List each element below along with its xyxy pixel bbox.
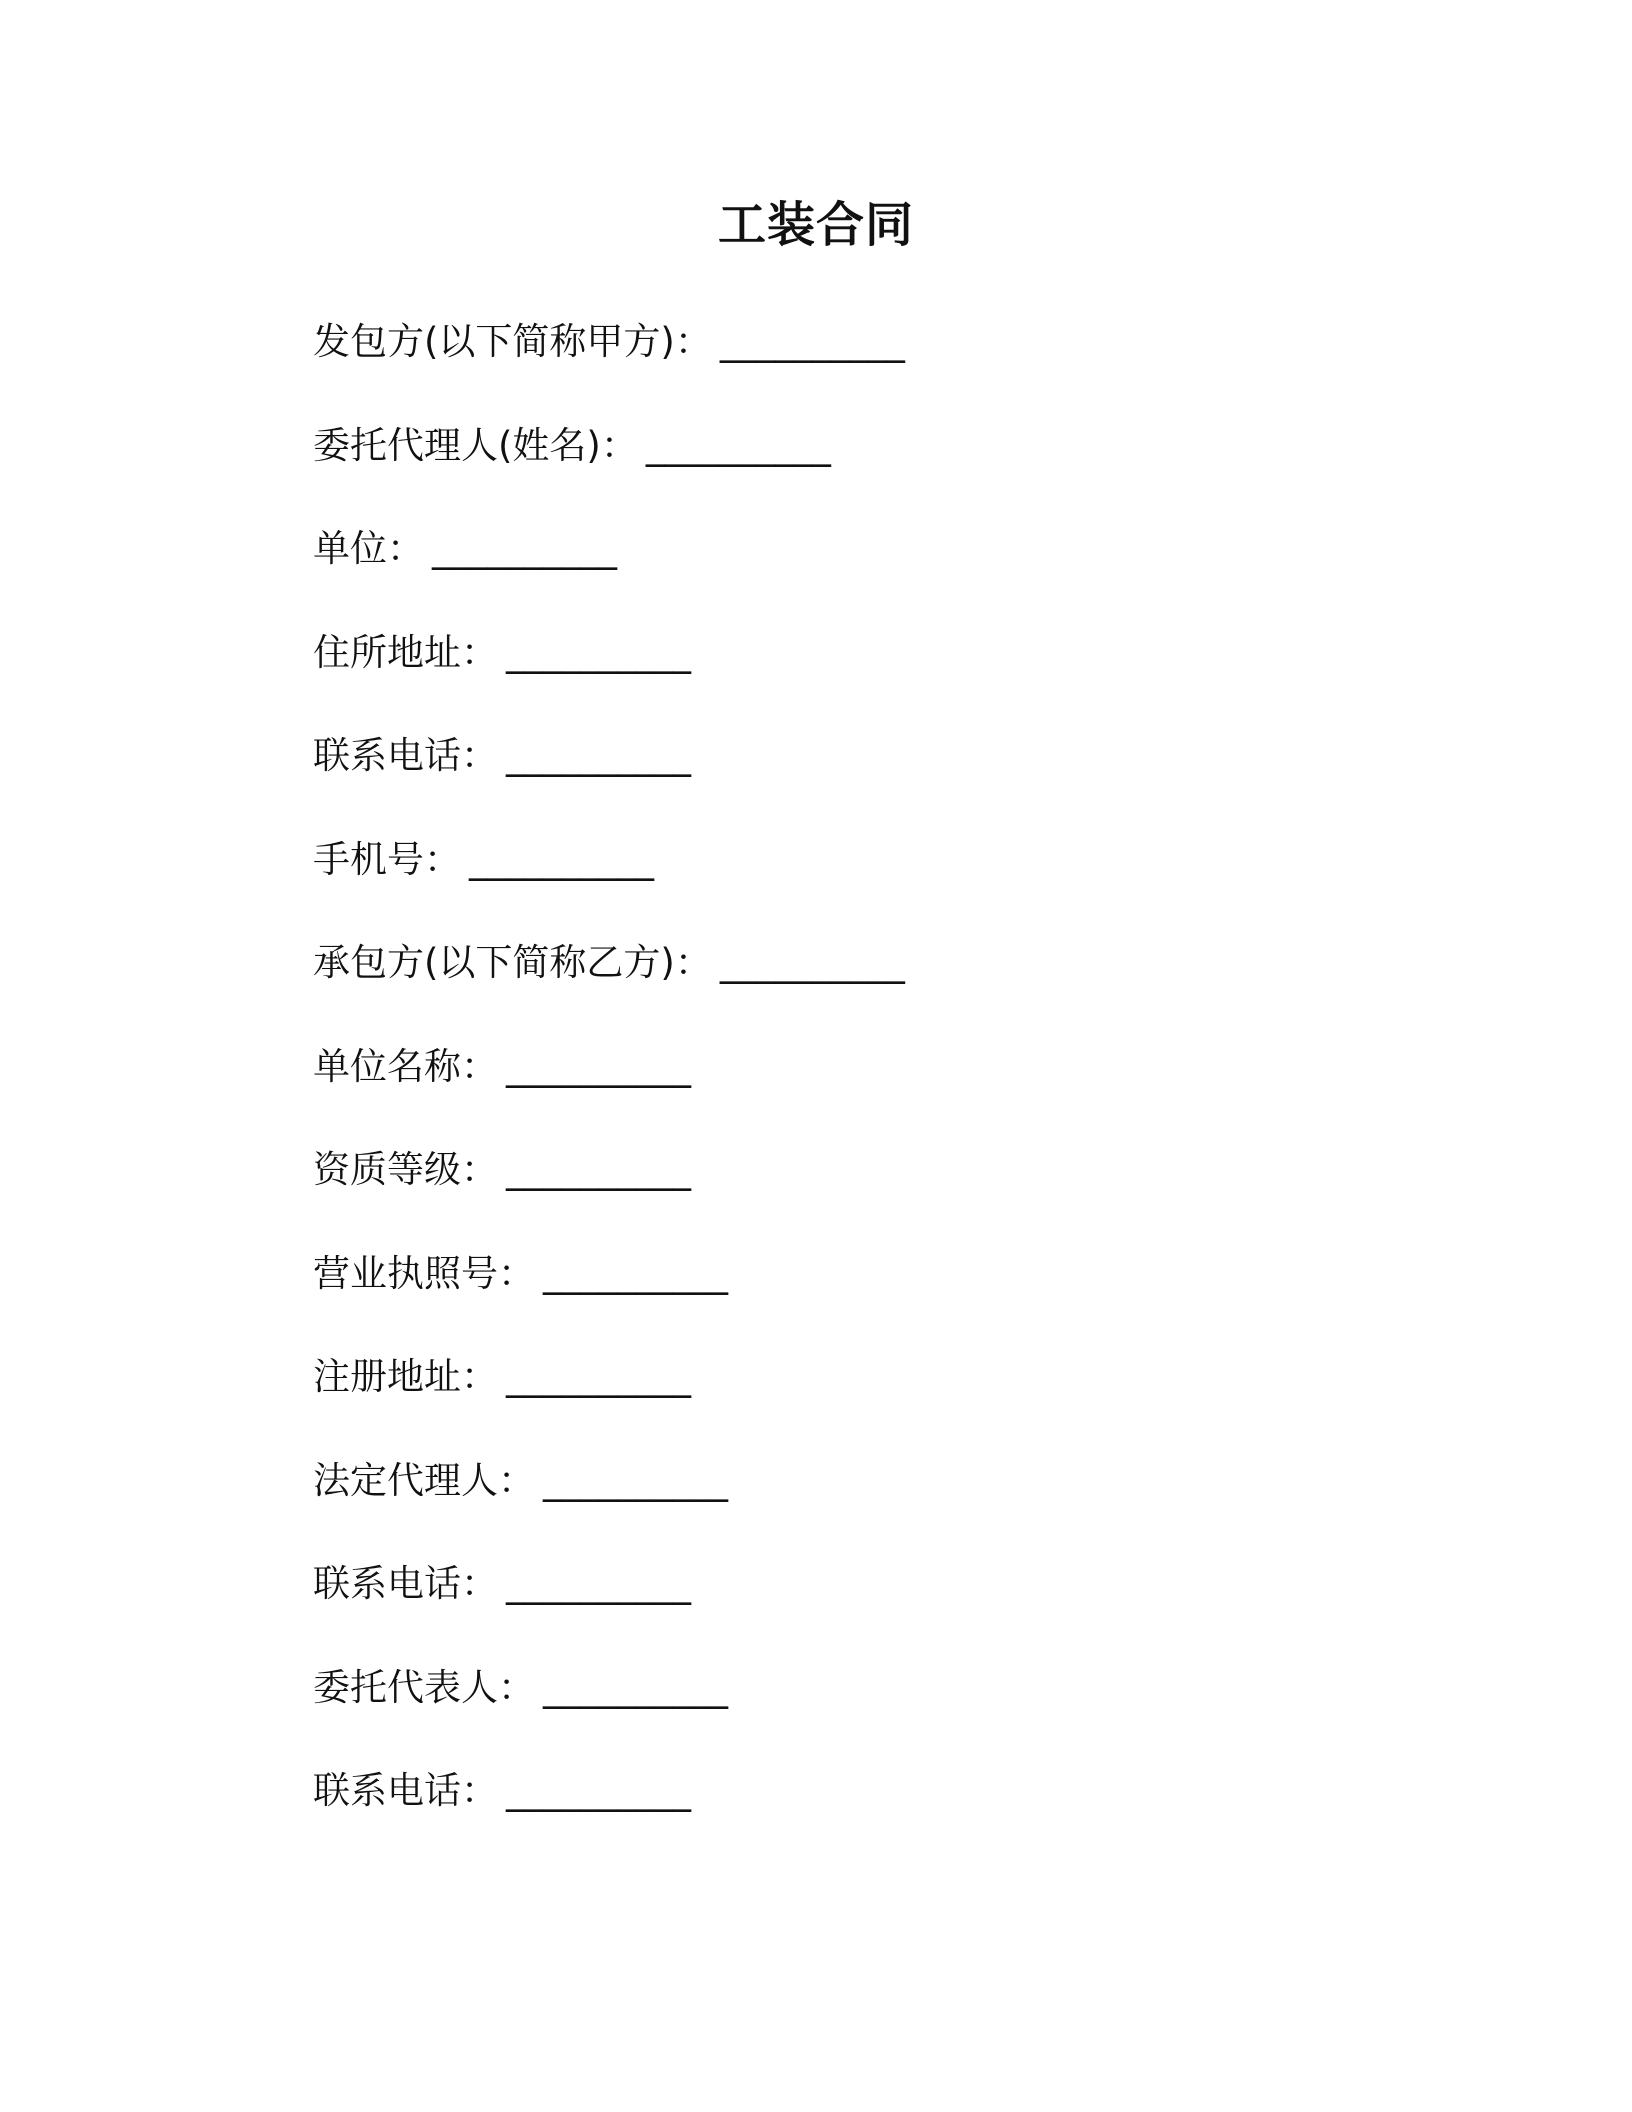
field-label: 承包方(以下简称乙方)： [313,941,712,984]
field-blank: __________ [506,1355,691,1398]
field-blank: __________ [719,320,905,363]
field-label: 住所地址： [313,630,498,674]
field-blank: __________ [506,734,691,777]
field-contractor-registered-address [313,1349,1413,1453]
field-blank: __________ [506,1769,691,1812]
field-contractor-qualification [313,1142,1413,1246]
field-label: 联系电话： [313,1562,498,1605]
field-label: 联系电话： [313,734,498,777]
field-employer-address [313,625,1413,729]
field-label: 注册地址： [313,1355,498,1398]
field-label: 委托代表人： [313,1665,535,1709]
field-blank: __________ [506,1562,691,1605]
field-contractor-legal-agent [313,1453,1413,1557]
field-employer-unit [313,521,1413,625]
field-employer [313,314,1413,418]
field-contractor-phone [313,1556,1413,1660]
field-contractor-license [313,1246,1413,1350]
field-blank: __________ [543,1458,728,1502]
field-blank: __________ [506,630,691,674]
field-blank: __________ [506,1148,691,1191]
field-blank: __________ [543,1251,728,1295]
field-label: 营业执照号： [313,1251,535,1295]
field-label: 联系电话： [313,1769,498,1812]
field-employer-mobile [313,832,1413,936]
field-contractor-unit-name [313,1039,1413,1143]
field-label: 手机号： [313,837,461,881]
field-label: 单位： [313,527,424,570]
field-blank: __________ [506,1044,691,1088]
field-label: 法定代理人： [313,1458,535,1502]
field-contractor [313,935,1413,1039]
field-blank: __________ [719,941,905,984]
field-employer-agent [313,418,1413,522]
field-blank: __________ [469,837,654,881]
contract-party-fields [313,314,1413,1867]
field-blank: __________ [432,527,617,570]
field-representative-phone [313,1763,1413,1867]
field-contractor-representative [313,1660,1413,1764]
field-blank: __________ [543,1665,728,1709]
field-employer-phone [313,728,1413,832]
field-label: 资质等级： [313,1148,498,1191]
field-label: 发包方(以下简称甲方)： [313,320,712,363]
document-title: 工装合同 [717,197,914,253]
field-blank: __________ [645,423,831,467]
field-label: 单位名称： [313,1044,498,1088]
field-label: 委托代理人(姓名)： [313,423,638,467]
